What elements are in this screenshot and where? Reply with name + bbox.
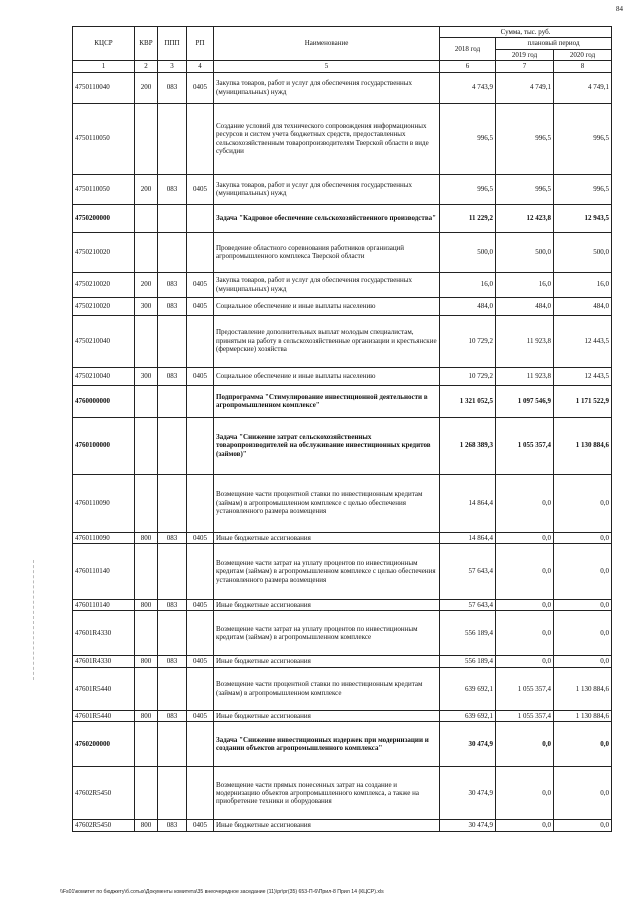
kcsr-cell: 4760110140 <box>73 543 135 599</box>
value-2018-cell: 484,0 <box>440 297 496 315</box>
kvr-cell <box>135 543 158 599</box>
name-cell: Задача "Снижение затрат сельскохозяйственных товаропроизводителей на обслуживание инвестиционных кредитов (займов)" <box>214 417 440 474</box>
kcsr-cell: 4750110050 <box>73 103 135 174</box>
col-rp-header: РП <box>187 27 214 61</box>
value-2018-cell: 556 189,4 <box>440 656 496 667</box>
name-cell: Иные бюджетные ассигнования <box>214 599 440 610</box>
value-2018-cell: 11 229,2 <box>440 204 496 232</box>
kcsr-cell: 4760200000 <box>73 722 135 767</box>
rp-cell <box>187 385 214 417</box>
value-2019-cell: 996,5 <box>496 103 554 174</box>
name-cell: Возмещение части затрат на уплату процентов по инвестиционным кредитам (займам) в агропромышленном комплексе с целью обеспечения установленного размера возмещения <box>214 543 440 599</box>
pgp-cell: 083 <box>158 599 187 610</box>
rp-cell <box>187 474 214 532</box>
kvr-cell <box>135 611 158 656</box>
value-2020-cell: 0,0 <box>554 474 612 532</box>
col-kvr-header: КВР <box>135 27 158 61</box>
table-row <box>73 417 612 474</box>
pgp-cell <box>158 204 187 232</box>
value-2020-cell: 16,0 <box>554 272 612 297</box>
kcsr-cell: 47601R5440 <box>73 710 135 721</box>
pgp-cell <box>158 611 187 656</box>
value-2020-cell: 1 130 884,6 <box>554 667 612 710</box>
name-cell: Задача "Снижение инвестиционных издержек при модернизации и создании объектов агропромышленного комплекса" <box>214 722 440 767</box>
name-cell: Возмещение части процентной ставки по инвестиционным кредитам (займам) в агропромышленном комплексе <box>214 667 440 710</box>
table-row <box>73 599 612 610</box>
value-2019-cell: 11 923,8 <box>496 315 554 367</box>
page-number: 84 <box>616 5 623 13</box>
kcsr-cell: 4750110040 <box>73 72 135 103</box>
name-cell: Закупка товаров, работ и услуг для обеспечения государственных (муниципальных) нужд <box>214 272 440 297</box>
rp-cell: 0405 <box>187 174 214 204</box>
value-2018-cell: 10 729,2 <box>440 367 496 385</box>
value-2020-cell: 500,0 <box>554 232 612 272</box>
rp-cell: 0405 <box>187 710 214 721</box>
col-number: 6 <box>440 61 496 72</box>
value-2019-cell: 996,5 <box>496 174 554 204</box>
name-cell: Возмещение части процентной ставки по инвестиционным кредитам (займам) в агропромышленном комплексе с целью обеспечения установленного размера возмещения <box>214 474 440 532</box>
kvr-cell: 200 <box>135 174 158 204</box>
value-2019-cell: 0,0 <box>496 656 554 667</box>
kcsr-cell: 4750210040 <box>73 367 135 385</box>
rp-cell <box>187 417 214 474</box>
value-2020-cell: 484,0 <box>554 297 612 315</box>
kcsr-cell: 47602R5450 <box>73 767 135 820</box>
value-2018-cell: 16,0 <box>440 272 496 297</box>
name-cell: Возмещение части прямых понесенных затрат на создание и модернизацию объектов агропромышленного комплекса, а также на приобретение техники и оборудования <box>214 767 440 820</box>
rp-cell: 0405 <box>187 532 214 543</box>
kcsr-cell: 4760000000 <box>73 385 135 417</box>
rp-cell <box>187 315 214 367</box>
kcsr-cell: 4750210020 <box>73 297 135 315</box>
value-2020-cell: 4 749,1 <box>554 72 612 103</box>
rp-cell: 0405 <box>187 599 214 610</box>
col-number: 2 <box>135 61 158 72</box>
value-2020-cell: 1 171 522,9 <box>554 385 612 417</box>
kvr-cell <box>135 315 158 367</box>
col-number: 1 <box>73 61 135 72</box>
table-row <box>73 667 612 710</box>
kvr-cell <box>135 232 158 272</box>
kvr-cell <box>135 722 158 767</box>
kcsr-cell: 4750110050 <box>73 174 135 204</box>
kvr-cell: 200 <box>135 72 158 103</box>
value-2019-cell: 4 749,1 <box>496 72 554 103</box>
rp-cell <box>187 767 214 820</box>
kvr-cell: 800 <box>135 599 158 610</box>
name-cell: Закупка товаров, работ и услуг для обеспечения государственных (муниципальных) нужд <box>214 174 440 204</box>
pgp-cell: 083 <box>158 174 187 204</box>
name-cell: Возмещение части затрат на уплату процентов по инвестиционным кредитам (займам) в агропромышленном комплексе <box>214 611 440 656</box>
pgp-cell <box>158 767 187 820</box>
value-2019-cell: 1 097 546,9 <box>496 385 554 417</box>
rp-cell <box>187 722 214 767</box>
kcsr-cell: 4760100000 <box>73 417 135 474</box>
kcsr-cell: 47602R5450 <box>73 820 135 831</box>
value-2020-cell: 996,5 <box>554 103 612 174</box>
kcsr-cell: 4750210040 <box>73 315 135 367</box>
table-row <box>73 710 612 721</box>
budget-table <box>72 26 612 832</box>
table-row <box>73 232 612 272</box>
kvr-cell: 800 <box>135 710 158 721</box>
year-2018-header: 2018 год <box>440 38 496 61</box>
value-2019-cell: 1 055 357,4 <box>496 667 554 710</box>
kvr-cell <box>135 767 158 820</box>
footer-file-path: \\Fs01\комитет по бюджету\б.сотых\Документы комитета\35 внеочередное заседание (11)\pr\pr(35) 653-П-6\Прил-8 Прил 14 (КЦСР).xls <box>60 889 384 895</box>
value-2018-cell: 556 189,4 <box>440 611 496 656</box>
value-2019-cell: 0,0 <box>496 767 554 820</box>
rp-cell: 0405 <box>187 656 214 667</box>
pgp-cell <box>158 667 187 710</box>
kcsr-cell: 47601R4330 <box>73 656 135 667</box>
rp-cell: 0405 <box>187 820 214 831</box>
value-2019-cell: 1 055 357,4 <box>496 710 554 721</box>
value-2019-cell: 12 423,8 <box>496 204 554 232</box>
value-2019-cell: 0,0 <box>496 543 554 599</box>
value-2018-cell: 57 643,4 <box>440 599 496 610</box>
table-row <box>73 103 612 174</box>
kvr-cell <box>135 204 158 232</box>
value-2018-cell: 500,0 <box>440 232 496 272</box>
value-2020-cell: 1 130 884,6 <box>554 417 612 474</box>
table-row <box>73 474 612 532</box>
pgp-cell <box>158 232 187 272</box>
value-2018-cell: 57 643,4 <box>440 543 496 599</box>
kvr-cell <box>135 103 158 174</box>
col-number: 4 <box>187 61 214 72</box>
table-row <box>73 611 612 656</box>
table-row <box>73 72 612 103</box>
name-cell: Иные бюджетные ассигнования <box>214 710 440 721</box>
value-2020-cell: 12 443,5 <box>554 315 612 367</box>
kvr-cell: 200 <box>135 272 158 297</box>
name-cell: Иные бюджетные ассигнования <box>214 656 440 667</box>
value-2019-cell: 0,0 <box>496 532 554 543</box>
table-row <box>73 543 612 599</box>
kvr-cell <box>135 385 158 417</box>
pgp-cell <box>158 315 187 367</box>
value-2020-cell: 0,0 <box>554 722 612 767</box>
table-row <box>73 385 612 417</box>
table-row <box>73 272 612 297</box>
col-pgp-header: ППП <box>158 27 187 61</box>
value-2019-cell: 0,0 <box>496 820 554 831</box>
value-2020-cell: 0,0 <box>554 767 612 820</box>
table-row <box>73 297 612 315</box>
table-row <box>73 722 612 767</box>
rp-cell: 0405 <box>187 297 214 315</box>
value-2019-cell: 11 923,8 <box>496 367 554 385</box>
kvr-cell: 800 <box>135 656 158 667</box>
pgp-cell: 083 <box>158 820 187 831</box>
value-2019-cell: 16,0 <box>496 272 554 297</box>
value-2019-cell: 0,0 <box>496 611 554 656</box>
rp-cell: 0405 <box>187 367 214 385</box>
table-row <box>73 204 612 232</box>
table-row <box>73 174 612 204</box>
col-name-header: Наименование <box>214 27 440 61</box>
kvr-cell: 800 <box>135 532 158 543</box>
col-number: 8 <box>554 61 612 72</box>
name-cell: Закупка товаров, работ и услуг для обеспечения государственных (муниципальных) нужд <box>214 72 440 103</box>
value-2020-cell: 0,0 <box>554 820 612 831</box>
table-row <box>73 315 612 367</box>
kvr-cell <box>135 417 158 474</box>
kcsr-cell: 4760110140 <box>73 599 135 610</box>
pgp-cell: 083 <box>158 532 187 543</box>
year-2020-header: 2020 год <box>554 49 612 60</box>
kcsr-cell: 4750210020 <box>73 232 135 272</box>
kcsr-cell: 47601R5440 <box>73 667 135 710</box>
table-row <box>73 820 612 831</box>
name-cell: Подпрограмма "Стимулирование инвестиционной деятельности в агропромышленном комплексе" <box>214 385 440 417</box>
value-2019-cell: 0,0 <box>496 474 554 532</box>
value-2018-cell: 1 321 052,5 <box>440 385 496 417</box>
value-2020-cell: 1 130 884,6 <box>554 710 612 721</box>
value-2018-cell: 30 474,9 <box>440 767 496 820</box>
pgp-cell: 083 <box>158 367 187 385</box>
kvr-cell: 300 <box>135 367 158 385</box>
pgp-cell: 083 <box>158 272 187 297</box>
value-2020-cell: 0,0 <box>554 543 612 599</box>
name-cell: Создание условий для технического сопровождения информационных ресурсов и систем учета бюджетных средств, предоставленных сельскохозяйственным товаропроизводителям Тверской области в виде субсидии <box>214 103 440 174</box>
name-cell: Социальное обеспечение и иные выплаты населению <box>214 367 440 385</box>
value-2018-cell: 639 692,1 <box>440 667 496 710</box>
pgp-cell: 083 <box>158 656 187 667</box>
margin-guide <box>33 560 34 680</box>
value-2020-cell: 0,0 <box>554 611 612 656</box>
kvr-cell: 300 <box>135 297 158 315</box>
kcsr-cell: 4760110090 <box>73 474 135 532</box>
kvr-cell: 800 <box>135 820 158 831</box>
value-2018-cell: 639 692,1 <box>440 710 496 721</box>
rp-cell: 0405 <box>187 272 214 297</box>
value-2018-cell: 30 474,9 <box>440 820 496 831</box>
table-row <box>73 767 612 820</box>
pgp-cell <box>158 417 187 474</box>
planned-period-header: плановый период <box>496 38 612 49</box>
name-cell: Задача "Кадровое обеспечение сельскохозяйственного производства" <box>214 204 440 232</box>
value-2018-cell: 30 474,9 <box>440 722 496 767</box>
kcsr-cell: 4760110090 <box>73 532 135 543</box>
rp-cell <box>187 667 214 710</box>
rp-cell <box>187 611 214 656</box>
kcsr-cell: 4750200000 <box>73 204 135 232</box>
value-2019-cell: 484,0 <box>496 297 554 315</box>
value-2018-cell: 996,5 <box>440 103 496 174</box>
value-2020-cell: 996,5 <box>554 174 612 204</box>
col-number: 5 <box>214 61 440 72</box>
value-2019-cell: 0,0 <box>496 599 554 610</box>
value-2019-cell: 500,0 <box>496 232 554 272</box>
pgp-cell <box>158 722 187 767</box>
kcsr-cell: 4750210020 <box>73 272 135 297</box>
value-2018-cell: 996,5 <box>440 174 496 204</box>
pgp-cell <box>158 474 187 532</box>
table-row <box>73 656 612 667</box>
value-2020-cell: 0,0 <box>554 656 612 667</box>
name-cell: Проведение областного соревнования работников организаций агропромышленного комплекса Тверской области <box>214 232 440 272</box>
value-2019-cell: 1 055 357,4 <box>496 417 554 474</box>
rp-cell <box>187 232 214 272</box>
pgp-cell <box>158 103 187 174</box>
rp-cell <box>187 204 214 232</box>
value-2018-cell: 10 729,2 <box>440 315 496 367</box>
kcsr-cell: 47601R4330 <box>73 611 135 656</box>
pgp-cell: 083 <box>158 297 187 315</box>
rp-cell: 0405 <box>187 72 214 103</box>
value-2018-cell: 14 864,4 <box>440 474 496 532</box>
value-2020-cell: 12 443,5 <box>554 367 612 385</box>
pgp-cell <box>158 543 187 599</box>
value-2018-cell: 1 268 389,3 <box>440 417 496 474</box>
kvr-cell <box>135 474 158 532</box>
pgp-cell <box>158 385 187 417</box>
sum-header: Сумма, тыс. руб. <box>440 27 612 38</box>
pgp-cell: 083 <box>158 72 187 103</box>
value-2018-cell: 4 743,9 <box>440 72 496 103</box>
table-row <box>73 532 612 543</box>
value-2020-cell: 0,0 <box>554 599 612 610</box>
name-cell: Предоставление дополнительных выплат молодым специалистам, принятым на работу в сельскохозяйственные организации и крестьянские (фермерские) хозяйства <box>214 315 440 367</box>
col-kcsr-header: КЦСР <box>73 27 135 61</box>
kvr-cell <box>135 667 158 710</box>
pgp-cell: 083 <box>158 710 187 721</box>
rp-cell <box>187 543 214 599</box>
year-2019-header: 2019 год <box>496 49 554 60</box>
value-2020-cell: 12 943,5 <box>554 204 612 232</box>
value-2020-cell: 0,0 <box>554 532 612 543</box>
table-row <box>73 367 612 385</box>
name-cell: Иные бюджетные ассигнования <box>214 820 440 831</box>
name-cell: Иные бюджетные ассигнования <box>214 532 440 543</box>
col-number: 7 <box>496 61 554 72</box>
value-2018-cell: 14 864,4 <box>440 532 496 543</box>
col-number: 3 <box>158 61 187 72</box>
name-cell: Социальное обеспечение и иные выплаты населению <box>214 297 440 315</box>
value-2019-cell: 0,0 <box>496 722 554 767</box>
rp-cell <box>187 103 214 174</box>
